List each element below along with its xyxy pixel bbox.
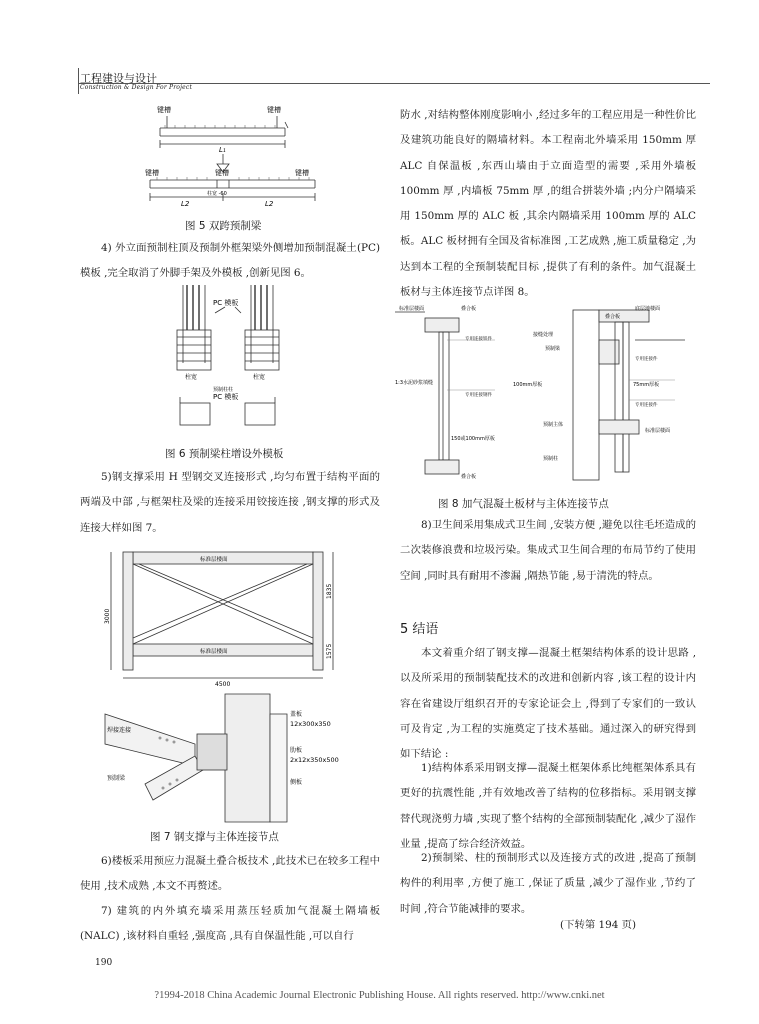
fig7-slab-label: 标准层楼面 — [200, 649, 228, 655]
paragraph-4-text: 4) 外立面预制柱顶及预制外框架梁外侧增加预制混凝土(PC)模板 ,完全取消了外脚手架及外模板 ,创新见图 6。 — [80, 242, 380, 280]
conclusion-intro — [400, 641, 696, 767]
paragraph-8-text: 8)卫生间采用集成式卫生间 ,安装方便 ,避免以往毛坯造成的二次装修浪费和垃圾污染。集成式卫生间合理的布局节约了使用空间 ,同时具有耐用不渗漏 ,隔热节能 ,易于清洗的特点。 — [400, 519, 696, 582]
fig6-col-label: 柱宽 — [253, 374, 266, 381]
fig8-label: 预制主体 — [543, 422, 564, 428]
figure-7-caption: 图 7 钢支撑与主体连接节点 — [150, 831, 279, 843]
figure-7-diagram — [105, 544, 365, 822]
fig8-label: 标准层楼面 — [645, 428, 671, 434]
figure-6-diagram — [155, 285, 305, 435]
fig7-dim-width: 4500 — [215, 681, 231, 688]
right-paragraph-7-cont — [400, 103, 696, 305]
fig6-pc-label: PC 模板 — [213, 393, 239, 401]
fig8-label: 75mm厚板 — [633, 382, 660, 388]
left-paragraph-5 — [80, 465, 380, 541]
fig8-label: 叠合板 — [461, 474, 477, 480]
fig7-gusset-label: 盖板 — [290, 711, 303, 718]
fig8-label: 接缝处理 — [533, 332, 554, 338]
left-paragraph-6 — [80, 849, 380, 900]
fig6-col-label: 柱宽 — [185, 374, 198, 381]
fig8-label: 专用连接铁件 — [465, 337, 492, 342]
fig5-l2-label: L2 — [181, 200, 190, 208]
paragraph-6-text: 6)楼板采用预应力混凝土叠合板技术 ,此技术已在较多工程中使用 ,技术成熟 ,本文不再赘述。 — [80, 855, 380, 893]
paragraph-7-cont-text: 防水 ,对结构整体刚度影响小 ,经过多年的工程应用是一种性价比及建筑功能良好的隔墙材料。本工程南北外墙采用 150mm 厚 ALC 自保温板 ,东西山墙由于立面造型的需要 ,采用外墙板 100mm 厚 ,内墙板 75mm 厚 ,的组合拼装外墙 ;内分户隔墙采用 150mm 厚的 ALC 板 ,其余内隔墙采用 100mm 厚的 ALC 板。ALC 板材拥有全国及省标准图 ,工艺成熟 ,施工质量稳定 ,为达到本工程的全预制装配目标 ,提供了有利的条件。加气混凝土板材与主体连接节点详图 8。 — [400, 109, 696, 299]
figure-6-caption: 图 6 预制梁柱增设外模板 — [165, 448, 284, 460]
figure-5-diagram — [145, 100, 320, 210]
fig8-label: 叠合板 — [461, 306, 477, 312]
fig7-dim-height: 1835 — [326, 583, 333, 599]
fig8-label: 叠合板 — [605, 314, 621, 320]
conclusion-2-text: 2)预制梁、柱的预制形式以及连接方式的改进 ,提高了预制构件的利用率 ,方便了施工 ,保证了质量 ,减少了湿作业 ,节约了时间 ,符合节能减排的要求。 — [400, 852, 696, 915]
fig5-key-label: 键槽 — [215, 169, 229, 177]
fig5-width-label: 柱宽 -60 — [207, 191, 227, 197]
figure-8-diagram — [395, 300, 695, 490]
fig7-slab-label: 标准层楼面 — [200, 557, 228, 563]
fig8-label: 标准层楼面 — [399, 306, 425, 312]
fig7-dim-height: 1575 — [326, 643, 333, 659]
fig8-label: 专用连接件 — [635, 403, 658, 408]
right-paragraph-8 — [400, 513, 696, 589]
fig5-key-label: 键槽 — [157, 106, 171, 114]
fig7-beam-label: 预制梁 — [107, 775, 126, 782]
fig5-key-label: 键槽 — [145, 169, 159, 177]
fig7-stiff-label: 侧板 — [290, 779, 303, 786]
fig5-l1-label: L₁ — [219, 146, 226, 154]
fig8-label: 预制梁 — [545, 346, 561, 352]
fig8-label: 100mm厚板 — [513, 382, 543, 388]
fig6-pc-label: PC 模板 — [213, 299, 239, 307]
fig7-wing-size: 2x12x350x500 — [290, 756, 339, 764]
conclusion-1 — [400, 756, 696, 857]
fig7-gusset-size: 12x300x350 — [290, 720, 331, 728]
fig8-label: 专用连接钢件 — [465, 393, 492, 398]
fig5-l2-label: L2 — [265, 200, 274, 208]
left-paragraph-7 — [80, 899, 380, 950]
conclusion-intro-text: 本文着重介绍了钢支撑—混凝土框架结构体系的设计思路 ,以及所采用的预制装配技术的改进和创新内容 ,该工程的设计内容在省建设厅组织召开的专家论证会上 ,得到了专家们的一致认可及肯定 ,为工程的实施奠定了技术基础。通过深入的研究得到如下结论 : — [400, 647, 696, 761]
journal-title: 工程建设与设计 — [80, 72, 157, 85]
conclusion-1-text: 1)结构体系采用钢支撑—混凝土框架体系比纯框架体系具有更好的抗震性能 ,并有效地改善了结构的位移指标。采用钢支撑替代现浇剪力墙 ,实现了整个结构的全部预制装配化 ,减少了湿作业量 ,提高了综合经济效益。 — [400, 762, 696, 850]
paragraph-7-text: 7) 建筑的内外填充墙采用蒸压轻质加气混凝土隔墙板(NALC) ,该材料自重轻 ,强度高 ,具有自保温性能 ,可以自行 — [80, 905, 380, 943]
conclusion-2 — [400, 846, 696, 922]
fig8-label: 1:3水泥砂浆填缝 — [395, 380, 434, 386]
fig6-precol-label: 预制柱柱 — [213, 387, 234, 393]
fig7-dim-height: 3000 — [104, 608, 111, 624]
fig7-wing-label: 肋板 — [290, 747, 303, 754]
figure-8-caption: 图 8 加气混凝土板材与主体连接节点 — [438, 498, 609, 510]
section-heading: 5 结语 — [400, 622, 439, 637]
page-number: 190 — [95, 958, 113, 968]
fig8-label: 底层地楼面 — [635, 306, 661, 312]
paragraph-5-text: 5)钢支撑采用 H 型钢交叉连接形式 ,均匀布置于结构平面的两端及中部 ,与框架柱及梁的连接采用铰接连接 ,钢支撑的形式及连接大样如图 7。 — [80, 471, 380, 534]
copyright-footer: ?1994-2018 China Academic Journal Electronic Publishing House. All rights reserved. http://www.cnki.net — [154, 990, 605, 1001]
fig8-label: 专用连接件 — [635, 357, 658, 362]
left-paragraph-4 — [80, 236, 380, 287]
continued-note: (下转第 194 页) — [560, 919, 637, 931]
fig8-label: 150或100mm厚板 — [451, 436, 495, 442]
journal-subtitle: Construction & Design For Project — [80, 84, 193, 91]
fig5-key-label: 键槽 — [267, 106, 281, 114]
fig8-label: 预制柱 — [543, 456, 559, 462]
fig5-key-label: 键槽 — [295, 169, 309, 177]
fig7-weld-label: 焊接连接 — [107, 727, 132, 734]
figure-5-caption: 图 5 双跨预制梁 — [185, 220, 262, 232]
header-bar — [78, 68, 79, 94]
